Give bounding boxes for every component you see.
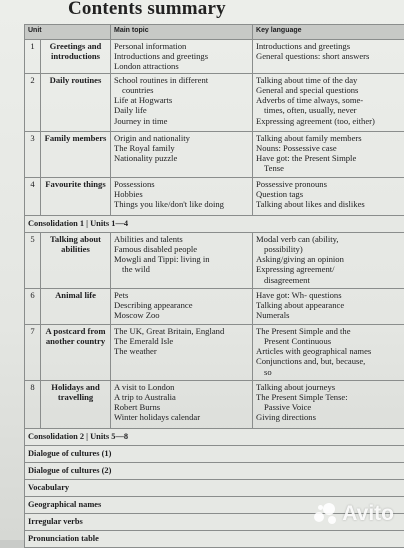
text-line: Nouns: Possessive case bbox=[256, 143, 401, 153]
text-line: Describing appearance bbox=[114, 300, 249, 310]
text-line: Conjunctions and, but, because, bbox=[256, 356, 401, 366]
text-line: Adverbs of time always, some- bbox=[256, 95, 401, 105]
text-line: Origin and nationality bbox=[114, 133, 249, 143]
avito-logo-icon bbox=[314, 503, 338, 525]
text-line: Moscow Zoo bbox=[114, 310, 249, 320]
main-topic bbox=[111, 178, 253, 216]
table-row bbox=[25, 74, 404, 132]
text-line: General questions: short answers bbox=[256, 51, 401, 61]
text-line: Introductions and greetings bbox=[114, 51, 249, 61]
text-line: Personal information bbox=[114, 41, 249, 51]
text-line: The weather bbox=[114, 346, 249, 356]
unit-number: 2 bbox=[25, 74, 41, 132]
text-line: Talking about journeys bbox=[256, 382, 401, 392]
table-row bbox=[25, 178, 404, 216]
page-title: Contents summary bbox=[68, 0, 226, 20]
text-line: countries bbox=[114, 85, 249, 95]
unit-name: Family members bbox=[41, 132, 111, 178]
appendix-label: Irregular verbs bbox=[25, 514, 404, 531]
unit-name: Greetings and introductions bbox=[41, 40, 111, 74]
text-line: Things you like/don't like doing bbox=[114, 199, 249, 209]
appendix-label: Dialogue of cultures (1) bbox=[25, 446, 404, 463]
key-language bbox=[253, 233, 404, 289]
text-line: Pets bbox=[114, 290, 249, 300]
main-topic bbox=[111, 289, 253, 325]
consolidation-label: Consolidation 1 | Units 1—4 bbox=[25, 216, 404, 233]
unit-number: 1 bbox=[25, 40, 41, 74]
text-line: Articles with geographical names bbox=[256, 346, 401, 356]
text-line: A trip to Australia bbox=[114, 392, 249, 402]
avito-watermark bbox=[314, 502, 394, 526]
main-topic bbox=[111, 132, 253, 178]
consolidation-row bbox=[25, 429, 404, 446]
text-line: Talking about likes and dislikes bbox=[256, 199, 401, 209]
appendix-label: Dialogue of cultures (2) bbox=[25, 463, 404, 480]
unit-number: 4 bbox=[25, 178, 41, 216]
key-language bbox=[253, 289, 404, 325]
unit-name: Animal life bbox=[41, 289, 111, 325]
text-line: possibility) bbox=[256, 244, 401, 254]
unit-name: A postcard from another country bbox=[41, 325, 111, 381]
appendix-label: Geographical names bbox=[25, 497, 404, 514]
text-line: Passive Voice bbox=[256, 402, 401, 412]
text-line: times, often, usually, never bbox=[256, 105, 401, 115]
key-language bbox=[253, 40, 404, 74]
unit-number: 6 bbox=[25, 289, 41, 325]
text-line: Winter holidays calendar bbox=[114, 412, 249, 422]
main-topic bbox=[111, 40, 253, 74]
text-line: Talking about time of the day bbox=[256, 75, 401, 85]
key-language bbox=[253, 325, 404, 381]
unit-number: 3 bbox=[25, 132, 41, 178]
appendix-row bbox=[25, 446, 404, 463]
text-line: Talking about family members bbox=[256, 133, 401, 143]
text-line: London attractions bbox=[114, 61, 249, 71]
unit-number: 8 bbox=[25, 381, 41, 429]
text-line: A visit to London bbox=[114, 382, 249, 392]
unit-name: Holidays and travelling bbox=[41, 381, 111, 429]
unit-number: 7 bbox=[25, 325, 41, 381]
text-line: Possessions bbox=[114, 179, 249, 189]
appendix-row bbox=[25, 480, 404, 497]
main-topic bbox=[111, 74, 253, 132]
text-line: Hobbies bbox=[114, 189, 249, 199]
appendix-label: Pronunciation table bbox=[25, 531, 404, 548]
text-line: The Emerald Isle bbox=[114, 336, 249, 346]
header-main-topic: Main topic bbox=[111, 25, 253, 40]
main-topic bbox=[111, 233, 253, 289]
appendix-label: Vocabulary bbox=[25, 480, 404, 497]
table-row bbox=[25, 381, 404, 429]
contents-table bbox=[24, 24, 404, 548]
table-row bbox=[25, 289, 404, 325]
header-unit: Unit bbox=[25, 25, 111, 40]
text-line: Giving directions bbox=[256, 412, 401, 422]
text-line: so bbox=[256, 367, 401, 377]
main-topic bbox=[111, 381, 253, 429]
key-language bbox=[253, 74, 404, 132]
text-line: The Present Simple Tense: bbox=[256, 392, 401, 402]
key-language bbox=[253, 381, 404, 429]
text-line: Numerals bbox=[256, 310, 401, 320]
text-line: Daily life bbox=[114, 105, 249, 115]
text-line: Famous disabled people bbox=[114, 244, 249, 254]
text-line: School routines in different bbox=[114, 75, 249, 85]
unit-name: Favourite things bbox=[41, 178, 111, 216]
table-row bbox=[25, 40, 404, 74]
appendix-row bbox=[25, 463, 404, 480]
text-line: Have got: Wh- questions bbox=[256, 290, 401, 300]
table-row bbox=[25, 325, 404, 381]
text-line: Question tags bbox=[256, 189, 401, 199]
key-language bbox=[253, 178, 404, 216]
header-key-language: Key language bbox=[253, 25, 404, 40]
table-row bbox=[25, 233, 404, 289]
text-line: Modal verb can (ability, bbox=[256, 234, 401, 244]
text-line: Present Continuous bbox=[256, 336, 401, 346]
text-line: Journey in time bbox=[114, 116, 249, 126]
main-topic bbox=[111, 325, 253, 381]
text-line: Expressing agreement/ bbox=[256, 264, 401, 274]
key-language bbox=[253, 132, 404, 178]
watermark-text: Avito bbox=[342, 502, 394, 526]
table-row bbox=[25, 132, 404, 178]
text-line: Life at Hogwarts bbox=[114, 95, 249, 105]
text-line: Possessive pronouns bbox=[256, 179, 401, 189]
text-line: Introductions and greetings bbox=[256, 41, 401, 51]
text-line: the wild bbox=[114, 264, 249, 274]
text-line: disagreement bbox=[256, 275, 401, 285]
table-header-row bbox=[25, 25, 404, 40]
text-line: Tense bbox=[256, 163, 401, 173]
text-line: Mowgli and Tippi: living in bbox=[114, 254, 249, 264]
text-line: The UK, Great Britain, England bbox=[114, 326, 249, 336]
text-line: Abilities and talents bbox=[114, 234, 249, 244]
consolidation-label: Consolidation 2 | Units 5—8 bbox=[25, 429, 404, 446]
unit-number: 5 bbox=[25, 233, 41, 289]
text-line: Talking about appearance bbox=[256, 300, 401, 310]
unit-name: Daily routines bbox=[41, 74, 111, 132]
appendix-row bbox=[25, 531, 404, 548]
text-line: The Present Simple and the bbox=[256, 326, 401, 336]
text-line: Robert Burns bbox=[114, 402, 249, 412]
text-line: The Royal family bbox=[114, 143, 249, 153]
consolidation-row bbox=[25, 216, 404, 233]
text-line: Nationality puzzle bbox=[114, 153, 249, 163]
unit-name: Talking about abilities bbox=[41, 233, 111, 289]
text-line: Expressing agreement (too, either) bbox=[256, 116, 401, 126]
text-line: Asking/giving an opinion bbox=[256, 254, 401, 264]
text-line: Have got: the Present Simple bbox=[256, 153, 401, 163]
text-line: General and special questions bbox=[256, 85, 401, 95]
